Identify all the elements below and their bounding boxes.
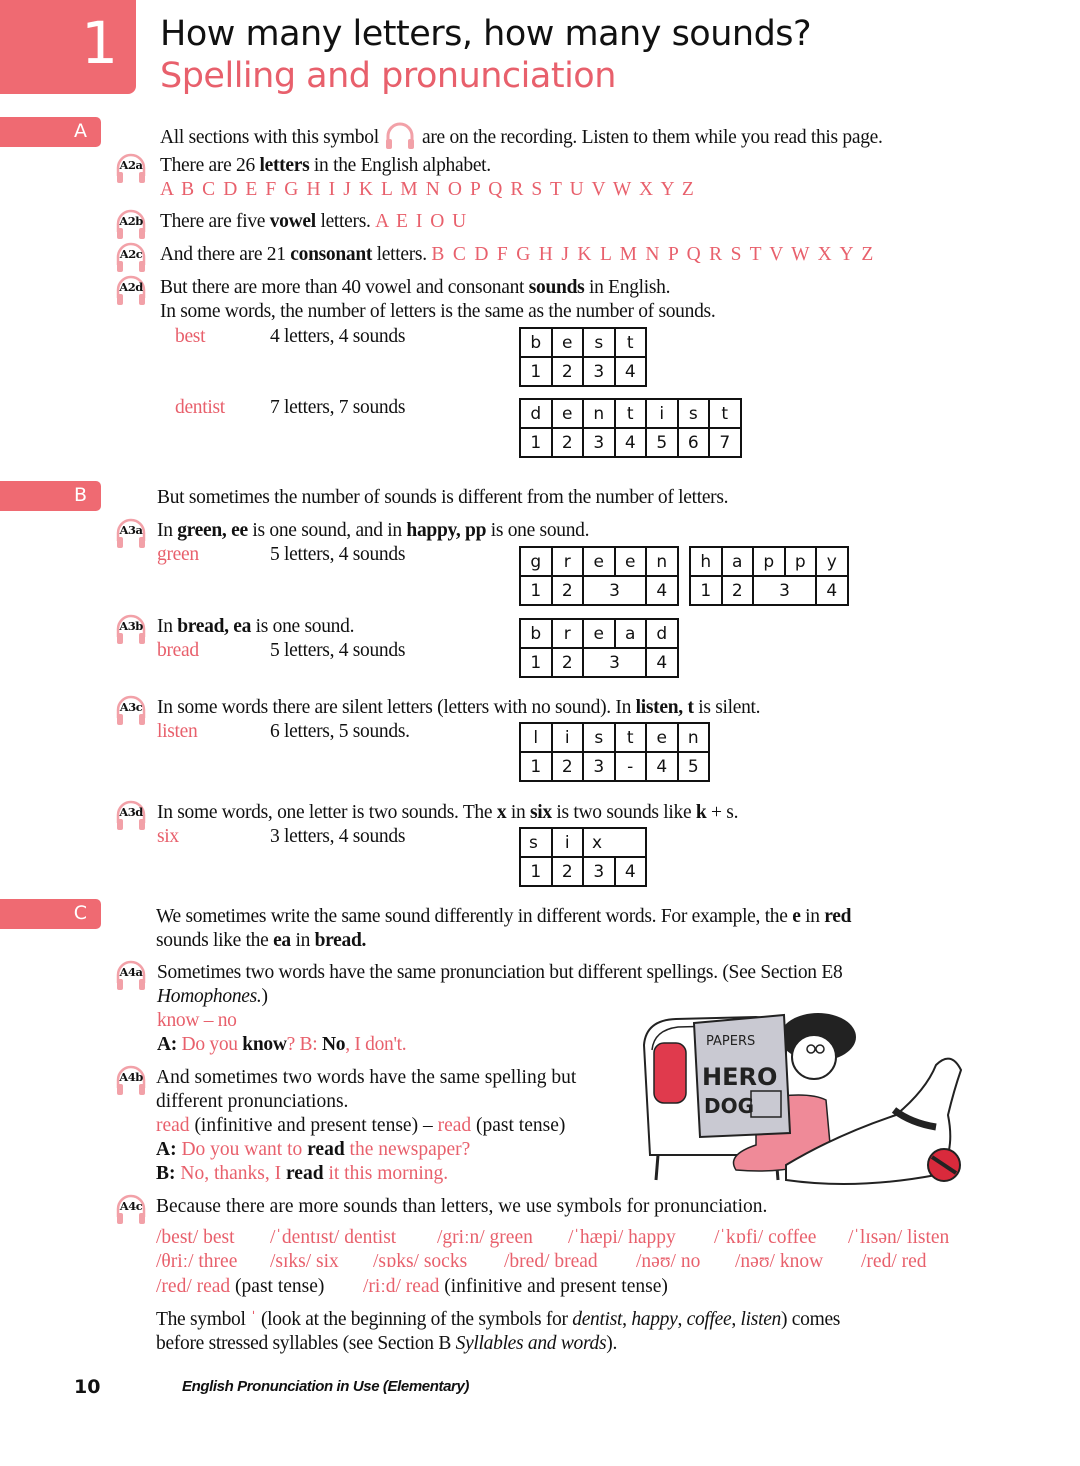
headphones-icon[interactable] xyxy=(114,208,148,240)
letter-sound-grid-six: s i x 1 2 3 4 xyxy=(519,827,647,887)
recording-intro xyxy=(160,122,883,150)
letter-sound-grid-best: b e s t 1 2 3 4 xyxy=(519,327,647,387)
stress-mark-symbol: ˈ xyxy=(250,1309,257,1330)
ipa-item: /bred/ bread xyxy=(504,1251,598,1272)
letter-sound-grid-dentist: d e n t i s t 1 2 3 4 5 6 7 xyxy=(519,398,742,458)
audio-track-code: A3c xyxy=(119,700,143,714)
audio-track-code: A4a xyxy=(119,965,143,979)
a3d-text: In some words, one letter is two sounds. The x in six is two sounds like k + s. xyxy=(157,802,739,823)
ipa-item: /red/ red xyxy=(861,1251,927,1272)
ipa-item: /θriː/ three xyxy=(156,1251,238,1272)
a4a-dialogue: A: Do you know? B: No, I don't. xyxy=(157,1034,407,1055)
audio-track-code: A3a xyxy=(119,523,143,537)
alphabet: A B C D E F G H I J K L M N O P Q R S T U V W X Y Z xyxy=(160,179,696,200)
audio-track-code: A2d xyxy=(119,280,143,294)
example-word: best xyxy=(175,326,206,347)
audio-track-code: A2b xyxy=(119,214,143,228)
headphones-icon[interactable] xyxy=(114,1193,148,1225)
a2d-text-line2: In some words, the number of letters is the same as the number of sounds. xyxy=(160,301,716,322)
a4c-text: Because there are more sounds than letters, we use symbols for pronunciation. xyxy=(156,1196,768,1217)
a4b-dialogue-a: A: Do you want to read the newspaper? xyxy=(156,1139,471,1160)
page-subtitle: Spelling and pronunciation xyxy=(160,56,616,96)
headphones-icon xyxy=(383,122,417,148)
ipa-item: /nəʊ/ no xyxy=(636,1251,701,1272)
headphones-icon[interactable] xyxy=(114,517,148,549)
ipa-read-past: /red/ read (past tense) xyxy=(156,1276,325,1297)
audio-track-code: A2a xyxy=(119,158,143,172)
example-count: 5 letters, 4 sounds xyxy=(270,544,406,565)
letter-sound-grid-listen: l i s t e n 1 2 3 - 4 5 xyxy=(519,722,710,782)
section-tab-c xyxy=(0,899,101,929)
ipa-item: /sɪks/ six xyxy=(270,1251,339,1272)
consonant-letters: B C D F G H J K L M N P Q R S T V W X Y Z xyxy=(431,244,876,265)
letter-sound-grid-bread: b r e a d 1 2 3 4 xyxy=(519,618,679,678)
headphones-icon[interactable] xyxy=(114,799,148,831)
illustration-woman-reading-newspaper-with-dog xyxy=(636,1005,974,1190)
example-count: 6 letters, 5 sounds. xyxy=(270,721,410,742)
headphones-icon[interactable] xyxy=(114,694,148,726)
intro-text-cont: are on the recording. Listen to them while you read this page. xyxy=(421,127,883,148)
example-count: 5 letters, 4 sounds xyxy=(270,640,406,661)
a3a-text: In green, ee is one sound, and in happy, pp is one sound. xyxy=(157,520,590,541)
audio-track-code: A3d xyxy=(119,805,143,819)
homophone-pair: know – no xyxy=(157,1010,237,1031)
ipa-item: /griːn/ green xyxy=(437,1227,533,1248)
stress-note: The symbol ˈ (look at the beginning of the symbols for dentist, happy, coffee, listen) comes xyxy=(156,1309,841,1330)
headphones-icon[interactable] xyxy=(114,1064,148,1096)
section-c-intro-line2: sounds like the ea in bread. xyxy=(156,930,367,951)
ipa-read-present: /riːd/ read (infinitive and present tense) xyxy=(363,1276,668,1297)
a4b-read-pair: read (infinitive and present tense) – read (past tense) xyxy=(156,1115,566,1136)
book-title: English Pronunciation in Use (Elementary) xyxy=(182,1378,469,1395)
letter-sound-grid-green: g r e e n 1 2 3 4 xyxy=(519,546,679,606)
svg-text:HERO: HERO xyxy=(702,1063,778,1091)
ipa-item: /ˈlɪsən/ listen xyxy=(848,1227,950,1248)
letter-sound-grid-happy: h a p p y 1 2 3 4 xyxy=(689,546,849,606)
ipa-item: /sɒks/ socks xyxy=(373,1251,468,1272)
section-letter: A xyxy=(74,120,87,142)
page-title: How many letters, how many sounds? xyxy=(160,14,812,54)
a4a-text: Sometimes two words have the same pronunciation but different spellings. (See Section E8 xyxy=(157,962,843,983)
ipa-item: /ˈhæpi/ happy xyxy=(568,1227,676,1248)
a4b-text: And sometimes two words have the same spelling but xyxy=(156,1067,577,1088)
a2b-text: There are five vowel letters. A E I O U xyxy=(160,211,468,232)
unit-number: 1 xyxy=(81,9,118,77)
example-word: bread xyxy=(157,640,199,661)
ipa-item: /ˈkɒfi/ coffee xyxy=(714,1227,817,1248)
example-count: 4 letters, 4 sounds xyxy=(270,326,406,347)
a4b-dialogue-b: B: No, thanks, I read it this morning. xyxy=(156,1163,449,1184)
example-word: six xyxy=(157,826,179,847)
section-tab-b xyxy=(0,481,101,511)
section-tab-a xyxy=(0,117,101,147)
headphones-icon[interactable] xyxy=(114,274,148,306)
a3c-text: In some words there are silent letters (letters with no sound). In listen, t is silent. xyxy=(157,697,761,718)
a4b-text-line2: different pronunciations. xyxy=(156,1091,349,1112)
section-letter: C xyxy=(73,902,87,924)
audio-track-code: A2c xyxy=(119,247,143,261)
intro-text: All sections with this symbol xyxy=(160,127,379,148)
example-word: green xyxy=(157,544,199,565)
section-c-intro: We sometimes write the same sound differently in different words. For example, the e in red xyxy=(156,906,852,927)
ipa-item: /nəʊ/ know xyxy=(735,1251,824,1272)
section-letter: B xyxy=(73,484,87,506)
headphones-icon[interactable] xyxy=(114,152,148,184)
stress-note-line2: before stressed syllables (see Section B Syllables and words). xyxy=(156,1333,618,1354)
headphones-icon[interactable] xyxy=(114,613,148,645)
a2a-text: There are 26 letters in the English alphabet. xyxy=(160,155,491,176)
audio-track-code: A3b xyxy=(119,619,143,633)
a4a-text-line2: Homophones.) xyxy=(157,986,268,1007)
vowel-letters: A E I O U xyxy=(375,211,468,232)
example-word: listen xyxy=(157,721,198,742)
a2d-text: But there are more than 40 vowel and consonant sounds in English. xyxy=(160,277,671,298)
example-word: dentist xyxy=(175,397,225,418)
example-count: 7 letters, 7 sounds xyxy=(270,397,406,418)
headphones-icon[interactable] xyxy=(114,959,148,991)
example-count: 3 letters, 4 sounds xyxy=(270,826,406,847)
a3b-text: In bread, ea is one sound. xyxy=(157,616,355,637)
ipa-item: /ˈdentɪst/ dentist xyxy=(270,1227,397,1248)
a2c-text: And there are 21 consonant letters. B C D F G H J K L M N P Q R S T V W X Y Z xyxy=(160,244,876,265)
headphones-icon[interactable] xyxy=(114,241,148,273)
svg-text:PAPERS: PAPERS xyxy=(706,1034,756,1049)
svg-text:DOG: DOG xyxy=(704,1094,755,1118)
ipa-item: /best/ best xyxy=(156,1227,235,1248)
section-b-intro: But sometimes the number of sounds is different from the number of letters. xyxy=(157,487,729,508)
unit-number-box xyxy=(0,0,136,94)
audio-track-code: A4b xyxy=(119,1070,143,1084)
page-number: 10 xyxy=(74,1376,101,1398)
audio-track-code: A4c xyxy=(119,1199,143,1213)
